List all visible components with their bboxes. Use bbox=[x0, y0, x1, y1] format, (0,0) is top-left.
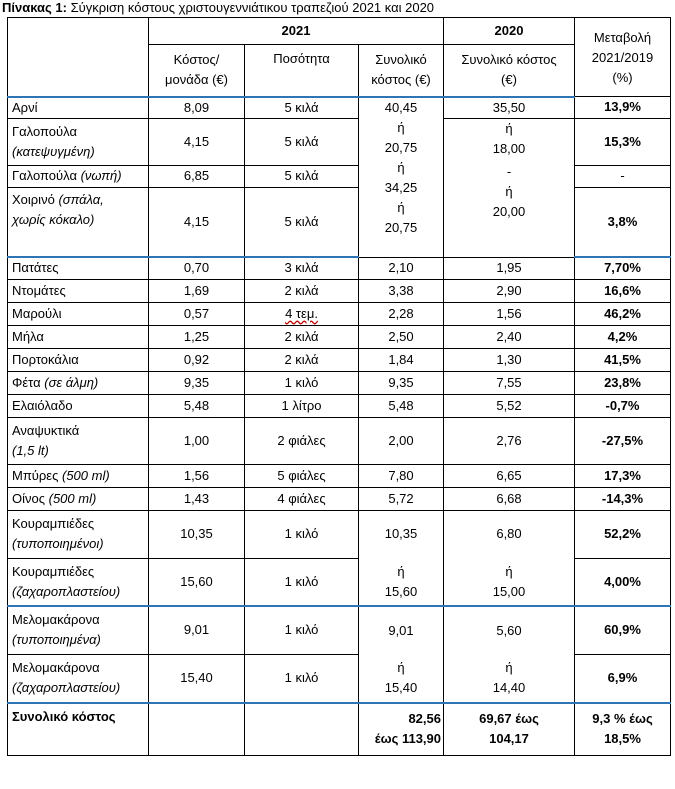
header-total-2020 bbox=[444, 45, 575, 97]
meat-2021-line2: ή bbox=[397, 119, 405, 135]
row-name-note: (ζαχαροπλαστείου) bbox=[12, 680, 121, 696]
total-2021-line1: 82,56 bbox=[408, 711, 441, 727]
total-row bbox=[8, 703, 671, 755]
row-quantity-text: 4 τεμ. bbox=[285, 305, 318, 321]
row-total-2020 bbox=[444, 654, 575, 703]
row-name: Αρνί bbox=[8, 97, 149, 119]
row-total-2021: 2,00 bbox=[359, 417, 444, 464]
row-quantity: 2 κιλά bbox=[245, 325, 359, 348]
row-total-2020: 1,95 bbox=[444, 257, 575, 279]
row-name: Μαρούλι bbox=[8, 302, 149, 325]
meat-2021-line4: ή bbox=[397, 159, 405, 175]
row-total-2021: 5,72 bbox=[359, 487, 444, 510]
cost-comparison-table bbox=[7, 17, 671, 756]
row-total-2020: 2,90 bbox=[444, 279, 575, 302]
table-row bbox=[8, 348, 671, 371]
row-change: - bbox=[575, 165, 671, 187]
row-unit-cost: 0,57 bbox=[149, 302, 245, 325]
row-unit-cost: 1,43 bbox=[149, 487, 245, 510]
header-change bbox=[575, 18, 671, 97]
row-name-main: Γαλοπούλα bbox=[12, 123, 77, 139]
row-name-note: (κατεψυγμένη) bbox=[12, 143, 95, 159]
header-empty-cell bbox=[8, 18, 149, 45]
table-row bbox=[8, 325, 671, 348]
table-row bbox=[8, 257, 671, 279]
row-total-2021: 3,38 bbox=[359, 279, 444, 302]
row-unit-cost: 10,35 bbox=[149, 510, 245, 558]
header-row-years bbox=[8, 18, 671, 45]
table-row bbox=[8, 417, 671, 464]
row-quantity: 5 κιλά bbox=[245, 97, 359, 119]
row-total-2021: 9,01 bbox=[359, 606, 444, 654]
row-change: 60,9% bbox=[575, 606, 671, 654]
table-row bbox=[8, 510, 671, 558]
row-total-2021-value: 15,40 bbox=[384, 680, 418, 695]
header-change-line2: 2021/2019 bbox=[591, 50, 654, 65]
row-unit-cost: 6,85 bbox=[149, 165, 245, 187]
row-name-note: (τυποποιημένοι) bbox=[12, 536, 104, 551]
header-total-2020-line2: (€) bbox=[501, 72, 517, 88]
table-row bbox=[8, 394, 671, 417]
total-change bbox=[575, 703, 671, 755]
row-change: 23,8% bbox=[575, 371, 671, 394]
row-total-2021: 9,35 bbox=[359, 371, 444, 394]
row-quantity: 1 λίτρο bbox=[245, 394, 359, 417]
header-unit-cost-line2: μονάδα (€) bbox=[165, 72, 228, 88]
row-change: -0,7% bbox=[575, 394, 671, 417]
row-unit-cost: 9,01 bbox=[149, 606, 245, 654]
header-quantity: Ποσότητα bbox=[245, 45, 359, 97]
row-name-note: (500 ml) bbox=[62, 467, 110, 483]
row-quantity: 5 κιλά bbox=[245, 165, 359, 187]
row-change: 15,3% bbox=[575, 118, 671, 165]
row-total-2021: 1,84 bbox=[359, 348, 444, 371]
row-name-main bbox=[12, 190, 144, 210]
row-name bbox=[8, 487, 149, 510]
row-total-2020: 2,76 bbox=[444, 417, 575, 464]
row-quantity: 2 κιλά bbox=[245, 348, 359, 371]
row-name: Ελαιόλαδο bbox=[8, 394, 149, 417]
meat-2020-line4: ή bbox=[505, 183, 513, 199]
row-unit-cost: 4,15 bbox=[149, 118, 245, 165]
row-quantity: 1 κιλό bbox=[245, 558, 359, 606]
meat-2020-line5: 20,00 bbox=[492, 203, 526, 219]
row-quantity: 5 κιλά bbox=[245, 187, 359, 257]
row-quantity: 2 φιάλες bbox=[245, 417, 359, 464]
row-change: 3,8% bbox=[575, 187, 671, 257]
row-total-2021: 5,48 bbox=[359, 394, 444, 417]
row-total-2020-or: ή bbox=[505, 563, 513, 579]
row-name-main: Μπύρες bbox=[12, 467, 59, 483]
total-2020 bbox=[444, 703, 575, 755]
header-total-2021-line1: Συνολικό bbox=[375, 52, 427, 68]
row-total-2021: 10,35 bbox=[359, 510, 444, 558]
row-change: -27,5% bbox=[575, 417, 671, 464]
row-name bbox=[8, 118, 149, 165]
row-name-note: (τυποποιημένα) bbox=[12, 632, 101, 648]
table-row bbox=[8, 558, 671, 606]
row-unit-cost: 1,69 bbox=[149, 279, 245, 302]
row-unit-cost: 1,00 bbox=[149, 417, 245, 464]
header-year-2020: 2020 bbox=[444, 18, 575, 45]
row-name-main: Μελομακάρονα bbox=[12, 660, 100, 676]
row-name-main: Φέτα bbox=[12, 374, 41, 390]
row-name: Πατάτες bbox=[8, 257, 149, 279]
row-total-2021 bbox=[359, 558, 444, 606]
row-total-2020: 5,52 bbox=[444, 394, 575, 417]
row-change: 17,3% bbox=[575, 464, 671, 487]
row-name bbox=[8, 187, 149, 257]
caption-label: Πίνακας 1: bbox=[2, 0, 67, 15]
meat-2021-line3: 20,75 bbox=[384, 139, 418, 155]
meat-total-2021 bbox=[359, 97, 444, 258]
meat-2020-line1: ή bbox=[505, 120, 513, 136]
meat-total-2020 bbox=[444, 118, 575, 257]
row-quantity: 2 κιλά bbox=[245, 279, 359, 302]
table-row bbox=[8, 606, 671, 654]
table-row bbox=[8, 97, 671, 119]
row-quantity: 5 φιάλες bbox=[245, 464, 359, 487]
row-quantity: 1 κιλό bbox=[245, 510, 359, 558]
row-quantity: 3 κιλά bbox=[245, 257, 359, 279]
row-unit-cost: 4,15 bbox=[149, 187, 245, 257]
row-total-2021-or: ή bbox=[397, 660, 405, 675]
row-name bbox=[8, 417, 149, 464]
table-row bbox=[8, 371, 671, 394]
meat-2020-line3: - bbox=[506, 163, 512, 179]
row-name: Μήλα bbox=[8, 325, 149, 348]
row-name-main: Γαλοπούλα bbox=[12, 168, 77, 183]
row-unit-cost: 15,60 bbox=[149, 558, 245, 606]
row-change: 4,2% bbox=[575, 325, 671, 348]
row-unit-cost: 0,92 bbox=[149, 348, 245, 371]
row-total-2021-value: 15,60 bbox=[384, 583, 418, 599]
row-name-text: Χοιρινό bbox=[12, 191, 55, 207]
row-name bbox=[8, 510, 149, 558]
row-name-main: Αναψυκτικά bbox=[12, 422, 80, 438]
total-2021 bbox=[359, 703, 444, 755]
row-total-2021: 2,50 bbox=[359, 325, 444, 348]
row-quantity: 1 κιλό bbox=[245, 606, 359, 654]
row-total-2020: 35,50 bbox=[444, 97, 575, 119]
total-2021-line2: έως 113,90 bbox=[374, 731, 441, 747]
header-unit-cost bbox=[149, 45, 245, 97]
row-total-2020: 5,60 bbox=[444, 606, 575, 654]
meat-2020-line2: 18,00 bbox=[492, 140, 526, 156]
row-quantity: 1 κιλό bbox=[245, 654, 359, 703]
row-total-2020: 6,68 bbox=[444, 487, 575, 510]
total-2020-line2: 104,17 bbox=[489, 731, 529, 747]
header-row-columns bbox=[8, 45, 671, 97]
table-row bbox=[8, 654, 671, 703]
header-total-2020-line1: Συνολικό κόστος bbox=[461, 52, 557, 68]
row-total-2021 bbox=[359, 654, 444, 703]
row-change: -14,3% bbox=[575, 487, 671, 510]
header-change-line3: (%) bbox=[612, 70, 633, 85]
total-change-line2: 18,5% bbox=[604, 731, 641, 747]
row-change: 7,70% bbox=[575, 257, 671, 279]
meat-2021-line1: 40,45 bbox=[384, 99, 418, 115]
row-unit-cost: 1,25 bbox=[149, 325, 245, 348]
row-name-note: (νωπή) bbox=[80, 168, 122, 183]
table-caption bbox=[2, 0, 434, 16]
row-change: 16,6% bbox=[575, 279, 671, 302]
table-row bbox=[8, 279, 671, 302]
total-empty-cell bbox=[149, 703, 245, 755]
row-name-main: Κουραμπιέδες bbox=[12, 516, 95, 531]
row-total-2020: 1,56 bbox=[444, 302, 575, 325]
row-total-2020: 7,55 bbox=[444, 371, 575, 394]
row-name-note: (σε άλμη) bbox=[44, 374, 99, 390]
header-total-2021 bbox=[359, 45, 444, 97]
total-label: Συνολικό κόστος bbox=[8, 703, 149, 755]
row-total-2020: 6,65 bbox=[444, 464, 575, 487]
row-name bbox=[8, 606, 149, 654]
row-name-note: (1,5 lt) bbox=[12, 442, 49, 458]
row-change: 46,2% bbox=[575, 302, 671, 325]
header-change-line1: Μεταβολή bbox=[593, 30, 652, 45]
row-change: 4,00% bbox=[575, 558, 671, 606]
header-total-2021-line2: κόστος (€) bbox=[371, 72, 431, 88]
row-unit-cost: 5,48 bbox=[149, 394, 245, 417]
row-name-note: (500 ml) bbox=[48, 490, 97, 506]
row-name bbox=[8, 165, 149, 187]
row-name-note1: (σπάλα, bbox=[58, 191, 104, 207]
table-row bbox=[8, 302, 671, 325]
table-row bbox=[8, 464, 671, 487]
row-name-main: Οίνος bbox=[12, 490, 45, 506]
row-name-main: Μελομακάρονα bbox=[12, 612, 100, 628]
row-unit-cost: 9,35 bbox=[149, 371, 245, 394]
row-total-2021-or: ή bbox=[397, 563, 405, 579]
header-empty-cell-2 bbox=[8, 45, 149, 97]
row-name bbox=[8, 371, 149, 394]
table-row bbox=[8, 118, 671, 165]
meat-2021-line5: 34,25 bbox=[384, 179, 418, 195]
row-name: Ντομάτες bbox=[8, 279, 149, 302]
row-name-main: Κουραμπιέδες bbox=[12, 563, 95, 579]
row-name-note: (ζαχαροπλαστείου) bbox=[12, 583, 121, 599]
total-change-line1: 9,3 % έως bbox=[592, 711, 653, 727]
row-change: 52,2% bbox=[575, 510, 671, 558]
row-change: 13,9% bbox=[575, 97, 671, 119]
row-total-2020-value: 14,40 bbox=[492, 680, 526, 695]
row-change: 6,9% bbox=[575, 654, 671, 703]
row-name-note2: χωρίς κόκαλο) bbox=[12, 211, 95, 227]
row-total-2020: 1,30 bbox=[444, 348, 575, 371]
row-unit-cost: 8,09 bbox=[149, 97, 245, 119]
caption-text: Σύγκριση κόστους χριστουγεννιάτικου τραπεζιού 2021 και 2020 bbox=[70, 0, 435, 15]
meat-2021-line7: 20,75 bbox=[384, 219, 418, 235]
row-total-2021: 2,10 bbox=[359, 257, 444, 279]
row-quantity: 1 κιλό bbox=[245, 371, 359, 394]
row-total-2020-or: ή bbox=[505, 660, 513, 675]
header-unit-cost-line1: Κόστος/ bbox=[173, 52, 220, 68]
row-name: Πορτοκάλια bbox=[8, 348, 149, 371]
row-name bbox=[8, 654, 149, 703]
row-unit-cost: 15,40 bbox=[149, 654, 245, 703]
header-year-2021: 2021 bbox=[149, 18, 444, 45]
table-row bbox=[8, 487, 671, 510]
row-quantity: 4 φιάλες bbox=[245, 487, 359, 510]
row-change: 41,5% bbox=[575, 348, 671, 371]
meat-2021-line6: ή bbox=[397, 199, 405, 215]
row-name bbox=[8, 464, 149, 487]
row-unit-cost: 1,56 bbox=[149, 464, 245, 487]
row-unit-cost: 0,70 bbox=[149, 257, 245, 279]
row-total-2020: 2,40 bbox=[444, 325, 575, 348]
row-total-2021: 2,28 bbox=[359, 302, 444, 325]
row-total-2020: 6,80 bbox=[444, 510, 575, 558]
row-name bbox=[8, 558, 149, 606]
total-2020-line1: 69,67 έως bbox=[479, 711, 539, 727]
row-total-2020-value: 15,00 bbox=[492, 583, 526, 599]
row-total-2020 bbox=[444, 558, 575, 606]
row-quantity bbox=[245, 302, 359, 325]
total-empty-cell bbox=[245, 703, 359, 755]
row-total-2021: 7,80 bbox=[359, 464, 444, 487]
row-quantity: 5 κιλά bbox=[245, 118, 359, 165]
